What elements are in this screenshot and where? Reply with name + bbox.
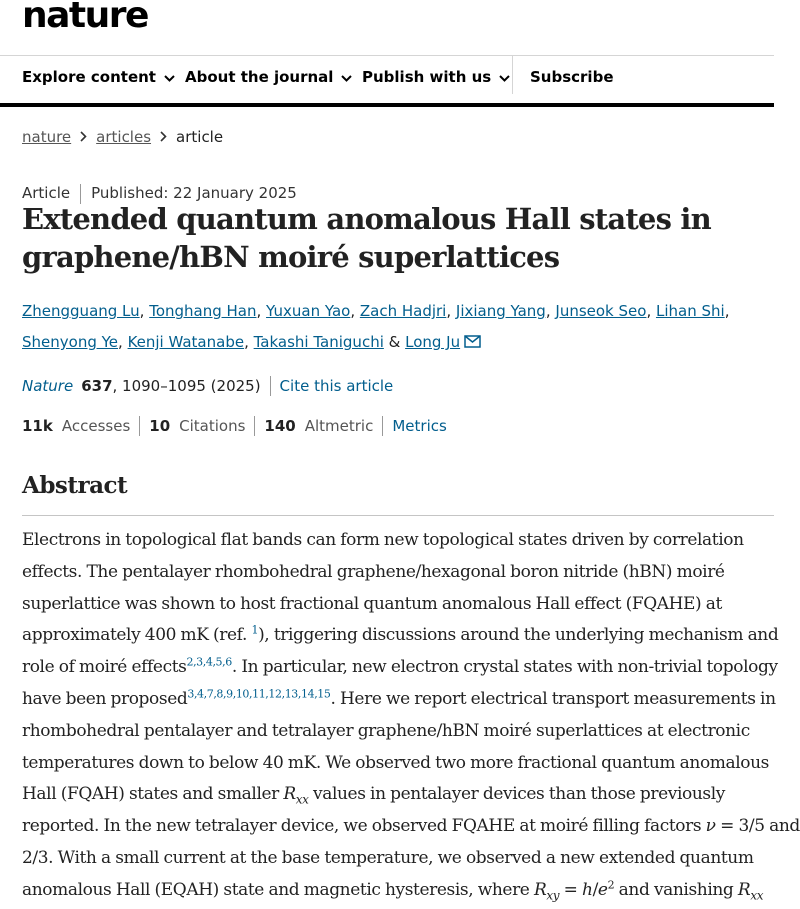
abstract-text: approximately 400 mK (ref. bbox=[22, 625, 252, 646]
nav-about-journal[interactable] bbox=[185, 56, 352, 97]
math-symbol: R bbox=[737, 879, 751, 900]
reference-link[interactable]: 1 bbox=[251, 623, 259, 637]
nav-publish-label: Publish with us bbox=[362, 67, 492, 86]
abstract-line bbox=[22, 875, 772, 907]
nav-explore-content-label: Explore content bbox=[22, 67, 156, 86]
abstract-line: Electrons in topological flat bands can form new topological states driven by correlation bbox=[22, 530, 744, 550]
metrics-divider bbox=[254, 416, 255, 436]
abstract-line bbox=[22, 652, 778, 684]
metrics-divider bbox=[139, 416, 140, 436]
nav-subscribe[interactable]: Subscribe bbox=[530, 67, 614, 86]
abstract-line: effects. The pentalayer rhombohedral graphene/hexagonal boron nitride (hBN) moiré bbox=[22, 561, 725, 582]
abstract-heading: Abstract bbox=[22, 472, 128, 499]
abstract-text: Hall (FQAH) states and smaller bbox=[22, 784, 284, 805]
abstract-text: = 3/5 and bbox=[715, 816, 800, 837]
journal-divider bbox=[270, 376, 271, 396]
abstract-text: . In particular, new electron crystal states with non-trivial topology bbox=[231, 657, 778, 678]
abstract-line bbox=[22, 779, 772, 811]
breadcrumb bbox=[22, 128, 223, 146]
author-link[interactable]: Jixiang Yang bbox=[455, 302, 546, 320]
metrics-link[interactable]: Metrics bbox=[392, 417, 447, 435]
author-link[interactable]: Zach Hadjri bbox=[359, 302, 447, 320]
abstract-line: superlattice was shown to host fractional quantum anomalous Hall effect (FQAHE) at bbox=[22, 593, 722, 614]
chevron-down-icon bbox=[341, 68, 352, 86]
chevron-right-icon bbox=[160, 128, 167, 146]
author-list: Zhengguang Lu, Tonghang Han, Yuxuan Yao, Zach Hadjri, Jixiang Yang, Junseok Seo, Lihan Shi, Shenyong Ye, Kenji Watanabe, Takashi Taniguchi & Long Ju bbox=[22, 296, 767, 359]
abstract-text: = bbox=[559, 879, 582, 900]
abstract-text: values in pentalayer devices than those previously bbox=[308, 784, 725, 805]
author-link[interactable]: Yuxuan Yao bbox=[266, 302, 351, 320]
math-superscript: 2 bbox=[607, 878, 615, 892]
cite-this-article-link[interactable]: Cite this article bbox=[279, 377, 394, 395]
math-subscript: xx bbox=[295, 792, 309, 807]
article-type: Article bbox=[22, 184, 71, 202]
math-symbol: ν bbox=[705, 816, 716, 837]
math-symbol: h bbox=[582, 879, 593, 900]
abstract-divider bbox=[22, 515, 774, 516]
altmetric-label: Altmetric bbox=[304, 417, 374, 435]
pages-year: , 1090–1095 (2025) bbox=[112, 377, 261, 395]
reference-links[interactable]: 3,4,7,8,9,10,11,12,13,14,15 bbox=[187, 687, 331, 701]
metrics-divider bbox=[382, 416, 383, 436]
abstract-text: ), triggering discussions around the underlying mechanism and bbox=[258, 625, 779, 646]
breadcrumb-nature[interactable]: nature bbox=[22, 128, 72, 146]
published-date: Published: 22 January 2025 bbox=[91, 184, 297, 202]
breadcrumb-articles[interactable]: articles bbox=[96, 128, 152, 146]
altmetric-value: 140 bbox=[264, 417, 296, 435]
citations-value: 10 bbox=[149, 417, 171, 435]
author-link[interactable]: Zhengguang Lu bbox=[22, 302, 140, 320]
abstract-line bbox=[22, 811, 800, 843]
chevron-down-icon bbox=[499, 68, 510, 86]
chevron-down-icon bbox=[164, 68, 175, 86]
nav-about-journal-label: About the journal bbox=[185, 67, 334, 86]
accesses-value: 11k bbox=[22, 417, 53, 435]
volume: 637 bbox=[81, 377, 113, 395]
breadcrumb-current: article bbox=[176, 128, 224, 146]
author-link[interactable]: Junseok Seo bbox=[555, 302, 647, 320]
math-symbol: e bbox=[597, 879, 608, 900]
abstract-line: temperatures down to below 40 mK. We observed two more fractional quantum anomalous bbox=[22, 752, 769, 773]
abstract-text: have been proposed bbox=[22, 688, 188, 709]
author-link[interactable]: Takashi Taniguchi bbox=[253, 333, 384, 351]
math-symbol: R bbox=[533, 879, 547, 900]
article-metrics bbox=[22, 416, 447, 436]
author-link[interactable]: Shenyong Ye bbox=[22, 333, 119, 351]
author-link[interactable]: Lihan Shi bbox=[655, 302, 725, 320]
abstract-line bbox=[22, 684, 776, 716]
article-title: Extended quantum anomalous Hall states in graphene/hBN moiré superlattices bbox=[22, 202, 711, 274]
chevron-right-icon bbox=[80, 128, 87, 146]
abstract-line: rhombohedral pentalayer and tetralayer graphene/hBN moiré superlattices at electronic bbox=[22, 720, 750, 741]
nature-logo[interactable]: nature bbox=[22, 0, 148, 36]
main-nav bbox=[0, 55, 774, 107]
author-link[interactable]: Long Ju bbox=[405, 333, 461, 351]
journal-link[interactable]: Nature bbox=[22, 377, 74, 395]
abstract-text: . Here we report electrical transport measurements in bbox=[330, 688, 776, 709]
accesses-label: Accesses bbox=[61, 417, 131, 435]
email-icon[interactable] bbox=[464, 328, 481, 359]
abstract-text: reported. In the new tetralayer device, we observed FQAHE at moiré filling factors bbox=[22, 816, 706, 837]
abstract-text: anomalous Hall (EQAH) state and magnetic hysteresis, where bbox=[22, 879, 534, 900]
abstract-line: 2/3. With a small current at the base temperature, we observed a new extended quantum bbox=[22, 847, 754, 868]
abstract-body bbox=[22, 525, 800, 907]
citations-label: Citations bbox=[179, 417, 246, 435]
reference-links[interactable]: 2,3,4,5,6 bbox=[186, 655, 232, 669]
author-link[interactable]: Kenji Watanabe bbox=[127, 333, 245, 351]
nav-publish-with-us[interactable] bbox=[362, 56, 510, 97]
journal-citation bbox=[22, 376, 393, 396]
abstract-line bbox=[22, 620, 779, 652]
nav-divider bbox=[512, 56, 513, 94]
abstract-text: and vanishing bbox=[614, 879, 738, 900]
math-subscript: xy bbox=[546, 888, 560, 903]
math-operator: / bbox=[592, 879, 598, 900]
nav-explore-content[interactable] bbox=[22, 56, 175, 97]
math-symbol: R bbox=[283, 784, 296, 805]
author-link[interactable]: Tonghang Han bbox=[149, 302, 257, 320]
math-subscript: xx bbox=[750, 888, 764, 903]
abstract-text: role of moiré effects bbox=[22, 657, 187, 678]
